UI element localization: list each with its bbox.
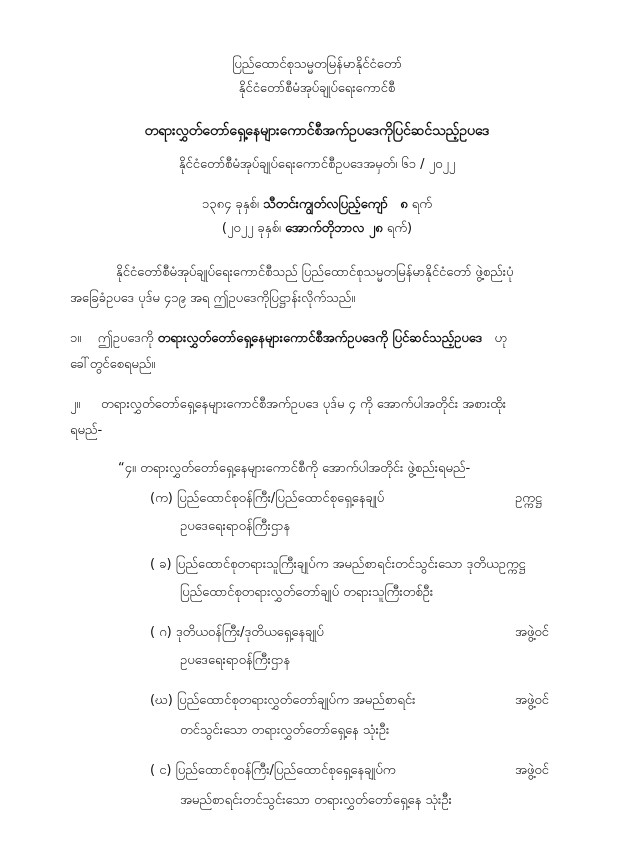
section-2-line-2: ရမည်- (70, 423, 103, 438)
date-gregorian-year: (၂၀၂၂ ခုနှစ်၊ (221, 221, 281, 236)
item-gha-line-2: တင်သွင်းသော တရားလွှတ်တော်ရှေ့နေ သုံးဦး (180, 723, 390, 738)
section-2-line-1 (70, 396, 506, 414)
date-myanmar (0, 196, 634, 214)
header-country: ပြည်ထောင်စုသမ္မတမြန်မာနိုင်ငံတော် (232, 57, 402, 72)
law-title: တရားလွှတ်တော်ရှေ့နေများကောင်စီအက်ဥပဒေကိုပြင်ဆင်သည့်ဥပဒေ (144, 123, 490, 139)
item-nga-label: ( င) (150, 763, 172, 778)
item-gha-label: (ဃ) (150, 693, 173, 708)
item-nga-text: ပြည်ထောင်စုဝန်ကြီး/ပြည်ထောင်စုရှေ့နေချုပ်က (175, 763, 396, 778)
section-1-line-1 (70, 330, 507, 348)
law-number: နိုင်ငံတော်စီမံအုပ်ချုပ်ရေးကောင်စီဥပဒေအမှတ်၊ ၆၁ / ၂၀၂၂ (178, 157, 456, 172)
item-nga-line-1 (150, 762, 396, 780)
item-nga-role: အဖွဲ့ဝင် (515, 763, 549, 778)
item-kha-label: ( ခ) (150, 557, 172, 572)
item-kha-line-2: ပြည်ထောင်စုတရားလွှတ်တော်ချုပ် တရားသူကြီးတစ်ဦး (180, 585, 434, 600)
section-1-bold-title: တရားလွှတ်တော်ရှေ့နေများကောင်စီအက်ဥပဒေကို ပြင်ဆင်သည့်ဥပဒေ (157, 331, 483, 346)
item-nga-line-2: အမည်စာရင်းတင်သွင်းသော တရားလွှတ်တော်ရှေ့နေ သုံးဦး (180, 793, 452, 808)
item-gha-text: ပြည်ထောင်စုတရားလွှတ်တော်ချုပ်က အမည်စာရင်း (176, 693, 416, 708)
date-myanmar-year: ၁၃၈၄ ခုနှစ်၊ (202, 197, 259, 212)
section-2-number: ၂။ (70, 397, 81, 412)
section-1-pre: ဤဥပဒေကို (97, 331, 154, 346)
section-1-post: ဟု (494, 331, 508, 346)
item-ga-line-1 (150, 624, 324, 642)
section-1-line-2: ခေါ်တွင်စေရမည်။ (70, 357, 156, 372)
date-myanmar-month: သီတင်းကျွတ်လပြည့်ကျော် (263, 197, 388, 212)
section-4-intro: “၄။ တရားလွှတ်တော်ရှေ့နေများကောင်စီကို အောက်ပါအတိုင်း ဖွဲ့စည်းရမည်- (118, 461, 471, 476)
item-ka-label: (က) (150, 491, 173, 506)
item-ka-role: ဥက္ကဋ္ဌ (515, 491, 542, 506)
item-ga-text: ဒုတိယဝန်ကြီး/ဒုတိယရှေ့နေချုပ် (175, 625, 324, 640)
item-gha-role: အဖွဲ့ဝင် (515, 693, 549, 708)
item-kha-line-1 (150, 556, 526, 574)
item-ga-line-2: ဥပဒေရေးရာဝန်ကြီးဌာန (180, 653, 291, 668)
section-2-text: တရားလွှတ်တော်ရှေ့နေများကောင်စီအက်ဥပဒေ ပုဒ်မ ၄ ကို အောက်ပါအတိုင်း အစားထိုး (101, 397, 507, 412)
preamble-line-1: နိုင်ငံတော်စီမံအုပ်ချုပ်ရေးကောင်စီသည် ပြည်ထောင်စုသမ္မတမြန်မာနိုင်ငံတော် ဖွဲ့စည်းပုံ (116, 265, 514, 280)
item-kha-text: ပြည်ထောင်စုတရားသူကြီးချုပ်က အမည်စာရင်းတင်သွင်းသော ဒုတိယဥက္ကဋ္ဌ (175, 557, 526, 572)
date-myanmar-day: ၈ (400, 197, 408, 212)
item-ka-line-1 (150, 490, 384, 508)
date-myanmar-suffix: ရက် (411, 197, 432, 212)
preamble-line-2: အခြေခံဥပဒေ ပုဒ်မ ၄၁၉ အရ ဤဥပဒေကိုပြဋ္ဌာန်းလိုက်သည်။ (70, 291, 356, 306)
item-ka-line-2: ဥပဒေရေးရာဝန်ကြီးဌာန (180, 519, 291, 534)
date-gregorian (0, 220, 634, 238)
item-gha-line-1 (150, 692, 415, 710)
item-ka-text: ပြည်ထောင်စုဝန်ကြီး/ပြည်ထောင်စုရှေ့နေချုပ် (177, 491, 385, 506)
date-gregorian-suffix: ရက်) (386, 221, 413, 236)
section-1-number: ၁။ (70, 331, 82, 346)
header-council: နိုင်ငံတော်စီမံအုပ်ချုပ်ရေးကောင်စီ (238, 81, 396, 96)
item-ga-label: ( ဂ) (150, 625, 172, 640)
date-gregorian-month: အောက်တိုဘာလ ၂၈ (285, 221, 383, 236)
item-ga-role: အဖွဲ့ဝင် (515, 625, 549, 640)
